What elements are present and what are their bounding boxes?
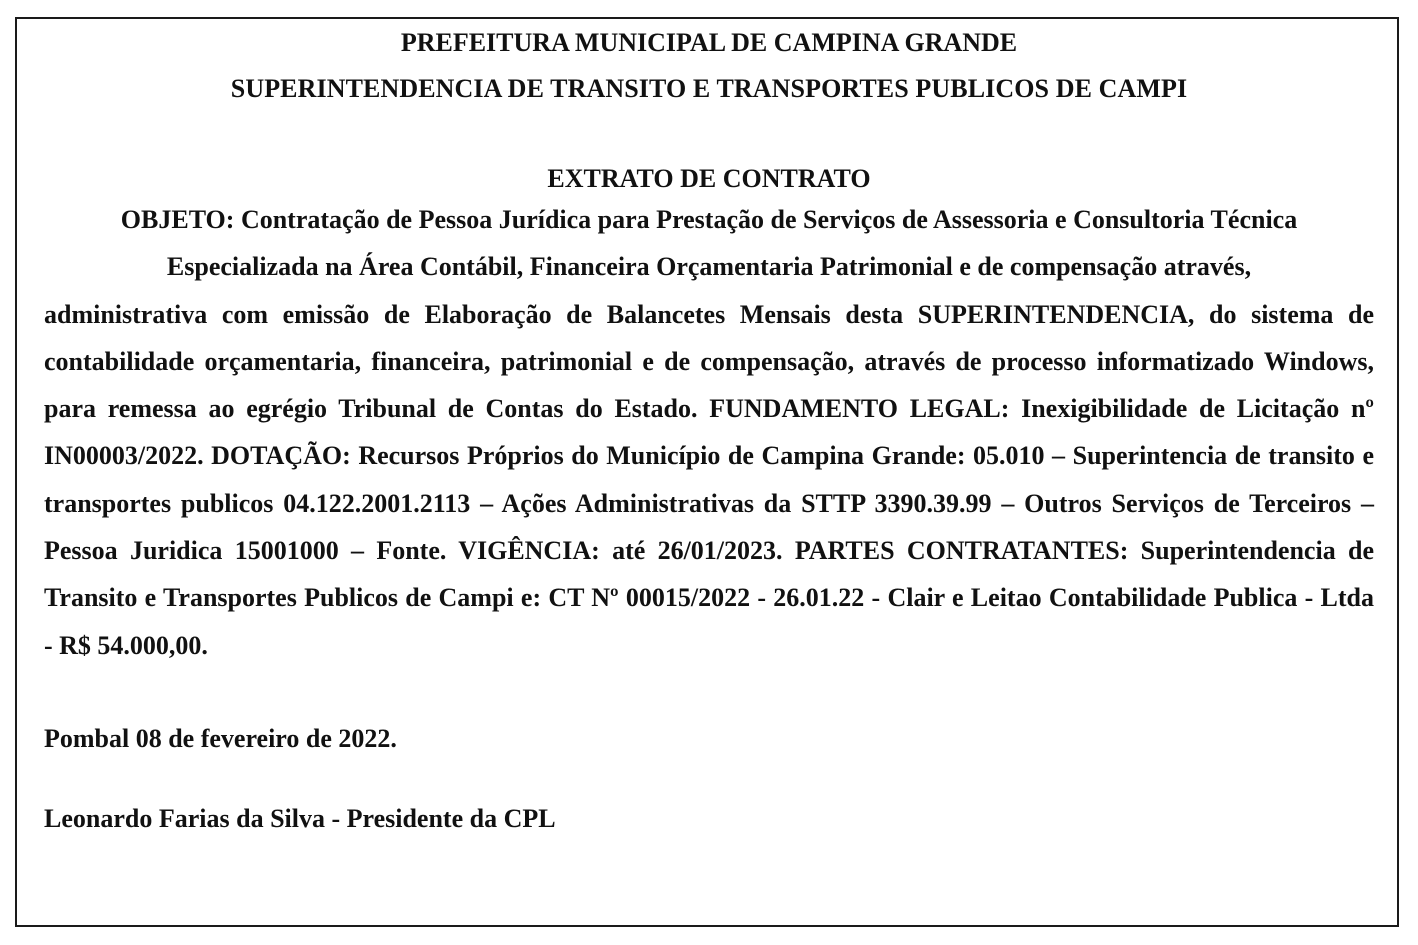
object-line-1: OBJETO: Contratação de Pessoa Jurídica para Prestação de Serviços de Assessoria e Consultoria Técnica <box>120 205 1298 234</box>
header-line-1: PREFEITURA MUNICIPAL DE CAMPINA GRANDE <box>400 28 1018 57</box>
header-line-2: SUPERINTENDENCIA DE TRANSITO E TRANSPORTES PUBLICOS DE CAMPI <box>230 74 1188 103</box>
document-content <box>44 28 1374 669</box>
contract-body-text: administrativa com emissão de Elaboração de Balancetes Mensais desta SUPERINTENDENCIA, do sistema de contabilidade orçamentaria, financeira, patrimonial e de compensação, através de processo informatizado Windows, para remessa ao egrégio Tribunal de Contas do Estado. FUNDAMENTO LEGAL: Inexigibilidade de Licitação nº IN00003/2022. DOTAÇÃO: Recursos Próprios do Município de Campina Grande: 05.010 – Superintencia de transito e transportes publicos 04.122.2001.2113 – Ações Administrativas da STTP 3390.39.99 – Outros Serviços de Terceiros – Pessoa Juridica 15001000 – Fonte. VIGÊNCIA: até 26/01/2023. PARTES CONTRATANTES: Superintendencia de Transito e Transportes Publicos de Campi e: CT Nº 00015/2022 - 26.01.22 - Clair e Leitao Contabilidade Publica - Ltda - R$ 54.000,00. <box>44 299 1374 660</box>
date-line: Pombal 08 de fevereiro de 2022. <box>44 724 397 753</box>
document-title: EXTRATO DE CONTRATO <box>547 164 871 193</box>
object-line-2: Especializada na Área Contábil, Financeira Orçamentaria Patrimonial e de compensação através, <box>166 252 1252 282</box>
signature-line: Leonardo Farias da Silva - Presidente da CPL <box>44 804 556 833</box>
